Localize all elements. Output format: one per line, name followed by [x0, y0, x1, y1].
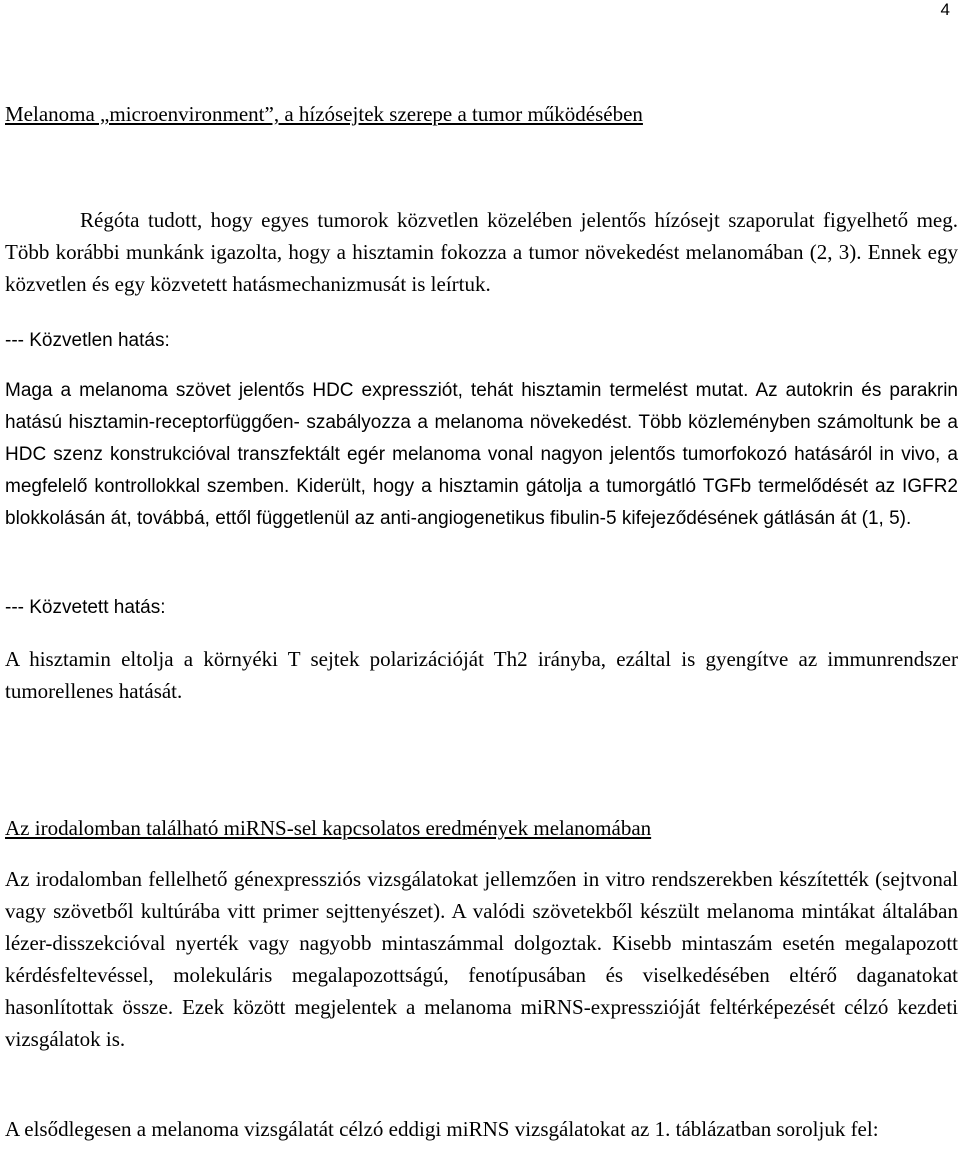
table-intro-paragraph: A elsődlegesen a melanoma vizsgálatát célzó eddigi miRNS vizsgálatokat az 1. táblázatban soroljuk fel:	[5, 1117, 879, 1141]
indirect-effect-label: --- Közvetett hatás:	[5, 597, 166, 618]
page-number: 4	[940, 0, 950, 19]
indirect-effect-paragraph: A hisztamin eltolja a környéki T sejtek polarizációját Th2 irányba, ezáltal is gyengítve az immunrendszer tumorellenes hatását.	[5, 647, 958, 703]
direct-effect-paragraph: Maga a melanoma szövet jelentős HDC expressziót, tehát hisztamin termelést mutat. Az autokrin és parakrin hatású hisztamin-receptorfüggően- szabályozza a melanoma növekedést. Több közleményben számoltunk be a HDC szenz konstrukcióval transzfektált egér melanoma vonal nagyon jelentős tumorfokozó hatásáról in vivo, a megfelelő kontrollokkal szemben. Kiderült, hogy a hisztamin gátolja a tumorgátló TGFb termelődését az IGFR2 blokkolásán át, továbbá, ettől függetlenül az anti-angiogenetikus fibulin-5 kifejeződésének gátlásán át (1, 5).	[5, 380, 958, 529]
section-title-mirna-literature: Az irodalomban található miRNS-sel kapcsolatos eredmények melanomában	[5, 816, 652, 840]
direct-effect-label: --- Közvetlen hatás:	[5, 330, 170, 351]
section-title-melanoma-microenvironment: Melanoma „microenvironment”, a hízósejtek szerepe a tumor működésében	[5, 102, 643, 126]
intro-paragraph: Régóta tudott, hogy egyes tumorok közvetlen közelében jelentős hízósejt szaporulat figyelhető meg. Több korábbi munkánk igazolta, hogy a hisztamin fokozza a tumor növekedést melanomában (2, 3). Ennek egy közvetlen és egy közvetett hatásmechanizmusát is leírtuk.	[5, 208, 958, 296]
literature-paragraph: Az irodalomban fellelhető génexpressziós vizsgálatokat jellemzően in vitro rendszerekben készítették (sejtvonal vagy szövetből kultúrába vitt primer sejttenyészet). A valódi szövetekből készült melanoma mintákat általában lézer-disszekcióval nyerték vagy nagyobb mintaszámmal dolgoztak. Kisebb mintaszám esetén megalapozott kérdésfeltevéssel, molekuláris megalapozottságú, fenotípusában és viselkedésében eltérő daganatokat hasonlítottak össze. Ezek között megjelentek a melanoma miRNS-expresszióját feltérképezését célzó kezdeti vizsgálatok is.	[5, 867, 958, 1051]
